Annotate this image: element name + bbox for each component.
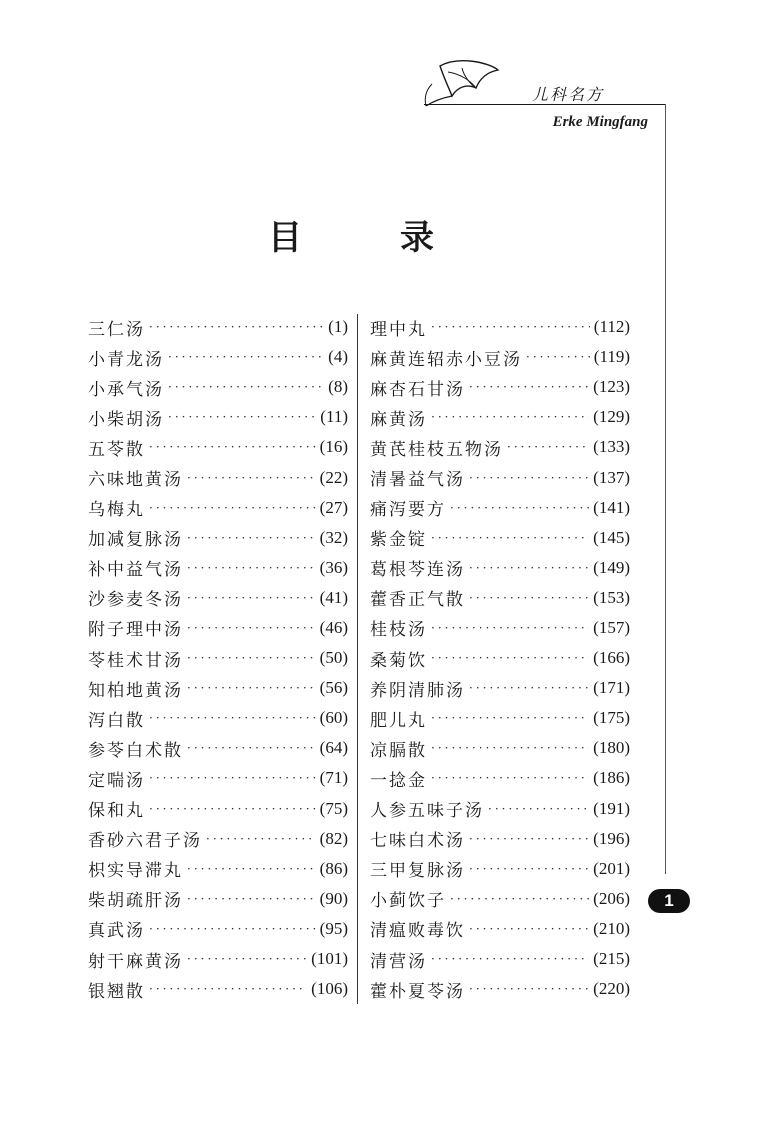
toc-entry[interactable] bbox=[88, 523, 348, 553]
dot-leader bbox=[149, 440, 316, 454]
dot-leader bbox=[488, 802, 589, 816]
toc-entry-page: (137) bbox=[593, 467, 630, 487]
toc-entry[interactable] bbox=[370, 854, 630, 884]
toc-entry[interactable] bbox=[88, 703, 348, 733]
toc-entry-name: 理中丸 bbox=[370, 319, 427, 340]
toc-entry[interactable] bbox=[88, 974, 348, 1004]
dot-leader bbox=[431, 531, 589, 545]
toc-entry[interactable] bbox=[370, 733, 630, 763]
toc-entry-name: 射干麻黄汤 bbox=[88, 951, 183, 972]
toc-entry-page: (27) bbox=[319, 497, 348, 517]
toc-entry[interactable] bbox=[88, 402, 348, 432]
dot-leader bbox=[469, 591, 589, 605]
toc-entry-name: 补中益气汤 bbox=[88, 560, 183, 581]
toc-entry-name: 紫金锭 bbox=[370, 530, 427, 551]
toc-entry[interactable] bbox=[370, 372, 630, 402]
toc-entry-name: 柴胡疏肝汤 bbox=[88, 891, 183, 912]
dot-leader bbox=[187, 892, 316, 906]
dot-leader bbox=[206, 832, 316, 846]
toc-entry-page: (220) bbox=[593, 979, 630, 999]
toc-entry-page: (16) bbox=[319, 437, 348, 457]
toc-entry[interactable] bbox=[88, 613, 348, 643]
toc-entry-name: 知柏地黄汤 bbox=[88, 680, 183, 701]
toc-entry[interactable] bbox=[370, 432, 630, 462]
toc-entry-name: 枳实导滞丸 bbox=[88, 861, 183, 882]
toc-entry-name: 七味白术汤 bbox=[370, 831, 465, 852]
toc-entry-name: 麻杏石甘汤 bbox=[370, 379, 465, 400]
toc-entry[interactable] bbox=[88, 342, 348, 372]
dot-leader bbox=[507, 440, 589, 454]
toc-entry[interactable] bbox=[370, 583, 630, 613]
toc-entry[interactable] bbox=[370, 944, 630, 974]
toc-entry-page: (60) bbox=[319, 708, 348, 728]
toc-entry-name: 小蓟饮子 bbox=[370, 891, 446, 912]
toc-entry-page: (71) bbox=[319, 768, 348, 788]
dot-leader bbox=[526, 350, 590, 364]
toc-column-right bbox=[370, 312, 630, 1004]
toc-entry-page: (210) bbox=[593, 918, 630, 938]
dot-leader bbox=[469, 561, 589, 575]
toc-column-left bbox=[88, 312, 348, 1004]
toc-entry[interactable] bbox=[370, 613, 630, 643]
toc-entry-name: 肥儿丸 bbox=[370, 710, 427, 731]
dot-leader bbox=[149, 771, 316, 785]
page-title-char-2: 录 bbox=[400, 218, 434, 258]
toc-entry-page: (36) bbox=[319, 557, 348, 577]
toc-entry-page: (1) bbox=[328, 317, 348, 337]
dot-leader bbox=[149, 802, 316, 816]
toc-entry-name: 桑菊饮 bbox=[370, 650, 427, 671]
toc-entry[interactable] bbox=[370, 643, 630, 673]
toc-entry[interactable] bbox=[370, 342, 630, 372]
toc-entry-page: (175) bbox=[593, 708, 630, 728]
toc-entry-page: (95) bbox=[319, 918, 348, 938]
toc-entry-page: (50) bbox=[319, 648, 348, 668]
dot-leader bbox=[187, 621, 316, 635]
toc-entry-page: (46) bbox=[319, 617, 348, 637]
toc-entry-name: 一捻金 bbox=[370, 770, 427, 791]
toc-entry-page: (153) bbox=[593, 587, 630, 607]
dot-leader bbox=[469, 471, 589, 485]
toc-entry[interactable] bbox=[88, 312, 348, 342]
toc-entry-name: 黄芪桂枝五物汤 bbox=[370, 439, 503, 460]
dot-leader bbox=[469, 380, 589, 394]
dot-leader bbox=[469, 982, 589, 996]
toc-entry[interactable] bbox=[370, 553, 630, 583]
toc-entry-page: (82) bbox=[319, 828, 348, 848]
toc-entry-page: (149) bbox=[593, 557, 630, 577]
toc-entry-name: 人参五味子汤 bbox=[370, 801, 484, 822]
toc-entry[interactable] bbox=[370, 402, 630, 432]
dot-leader bbox=[469, 922, 589, 936]
toc-entry-name: 保和丸 bbox=[88, 801, 145, 822]
toc-entry-name: 泻白散 bbox=[88, 710, 145, 731]
toc-entry-name: 葛根芩连汤 bbox=[370, 560, 465, 581]
toc-entry-page: (186) bbox=[593, 768, 630, 788]
dot-leader bbox=[469, 681, 589, 695]
toc-entry[interactable] bbox=[88, 493, 348, 523]
toc-entry[interactable] bbox=[370, 703, 630, 733]
dot-leader bbox=[149, 711, 316, 725]
header-title-cn: 儿科名方 bbox=[532, 85, 605, 104]
column-divider bbox=[357, 314, 358, 1004]
dot-leader bbox=[187, 651, 316, 665]
toc-entry-page: (123) bbox=[593, 377, 630, 397]
header-rule bbox=[424, 104, 666, 105]
toc-entry[interactable] bbox=[88, 583, 348, 613]
toc-entry[interactable] bbox=[370, 673, 630, 703]
dot-leader bbox=[431, 771, 589, 785]
toc-entry-page: (141) bbox=[593, 497, 630, 517]
toc-entry-page: (180) bbox=[593, 738, 630, 758]
toc-entry-page: (196) bbox=[593, 828, 630, 848]
toc-entry[interactable] bbox=[370, 763, 630, 793]
toc-entry-name: 小承气汤 bbox=[88, 379, 164, 400]
toc-entry[interactable] bbox=[88, 673, 348, 703]
toc-entry-page: (133) bbox=[593, 437, 630, 457]
toc-entry[interactable] bbox=[370, 493, 630, 523]
toc-entry-page: (75) bbox=[319, 798, 348, 818]
dot-leader bbox=[187, 561, 316, 575]
toc-entry-page: (64) bbox=[319, 738, 348, 758]
toc-entry-name: 五苓散 bbox=[88, 439, 145, 460]
dot-leader bbox=[187, 741, 316, 755]
toc-entry[interactable] bbox=[88, 643, 348, 673]
toc-entry-name: 痛泻要方 bbox=[370, 500, 446, 521]
dot-leader bbox=[431, 621, 589, 635]
dot-leader bbox=[187, 531, 316, 545]
toc-entry-page: (119) bbox=[593, 347, 630, 367]
toc-entry-name: 小柴胡汤 bbox=[88, 409, 164, 430]
toc-entry-page: (191) bbox=[593, 798, 630, 818]
toc-entry[interactable] bbox=[88, 794, 348, 824]
toc-entry[interactable] bbox=[88, 944, 348, 974]
toc-entry-name: 三甲复脉汤 bbox=[370, 861, 465, 882]
dot-leader bbox=[431, 651, 589, 665]
page-title bbox=[0, 210, 763, 260]
toc-entry[interactable] bbox=[370, 312, 630, 342]
toc-entry-name: 附子理中汤 bbox=[88, 620, 183, 641]
dot-leader bbox=[149, 501, 316, 515]
dot-leader bbox=[168, 350, 324, 364]
toc-entry[interactable] bbox=[88, 884, 348, 914]
dot-leader bbox=[469, 862, 589, 876]
dot-leader bbox=[450, 892, 589, 906]
toc-entry-page: (56) bbox=[319, 678, 348, 698]
toc-entry-page: (101) bbox=[311, 949, 348, 969]
toc-entry[interactable] bbox=[88, 553, 348, 583]
dot-leader bbox=[450, 501, 589, 515]
toc-entry[interactable] bbox=[88, 462, 348, 492]
toc-entry-page: (157) bbox=[593, 617, 630, 637]
dot-leader bbox=[431, 741, 589, 755]
toc-entry[interactable] bbox=[88, 733, 348, 763]
toc-entry-name: 六味地黄汤 bbox=[88, 470, 183, 491]
toc-entry-page: (171) bbox=[593, 678, 630, 698]
dot-leader bbox=[431, 952, 589, 966]
toc-entry-name: 藿香正气散 bbox=[370, 590, 465, 611]
toc-entry[interactable] bbox=[88, 372, 348, 402]
toc-entry[interactable] bbox=[88, 432, 348, 462]
toc-entry-page: (11) bbox=[320, 407, 348, 427]
toc-entry[interactable] bbox=[88, 854, 348, 884]
toc-entry[interactable] bbox=[370, 794, 630, 824]
dot-leader bbox=[168, 410, 316, 424]
toc-entry-name: 凉膈散 bbox=[370, 740, 427, 761]
toc-entry[interactable] bbox=[370, 523, 630, 553]
dot-leader bbox=[187, 681, 316, 695]
toc-entry-name: 麻黄汤 bbox=[370, 409, 427, 430]
toc-entry[interactable] bbox=[370, 974, 630, 1004]
dot-leader bbox=[187, 952, 307, 966]
toc-entry-name: 银翘散 bbox=[88, 981, 145, 1002]
toc-entry-name: 藿朴夏苓汤 bbox=[370, 981, 465, 1002]
dot-leader bbox=[187, 591, 316, 605]
leaf-icon bbox=[418, 58, 508, 108]
dot-leader bbox=[431, 711, 589, 725]
toc-entry-name: 定喘汤 bbox=[88, 770, 145, 791]
dot-leader bbox=[469, 832, 589, 846]
toc-entry-name: 小青龙汤 bbox=[88, 349, 164, 370]
toc-entry-page: (112) bbox=[593, 317, 630, 337]
toc-entry[interactable] bbox=[88, 914, 348, 944]
toc-entry-name: 养阴清肺汤 bbox=[370, 680, 465, 701]
toc-entry-name: 桂枝汤 bbox=[370, 620, 427, 641]
toc-entry-page: (145) bbox=[593, 527, 630, 547]
toc-entry-name: 加减复脉汤 bbox=[88, 530, 183, 551]
dot-leader bbox=[149, 320, 324, 334]
dot-leader bbox=[187, 471, 316, 485]
toc-entry-page: (86) bbox=[319, 858, 348, 878]
toc-entry[interactable] bbox=[370, 914, 630, 944]
running-header bbox=[418, 58, 668, 138]
toc-entry-page: (22) bbox=[319, 467, 348, 487]
toc-entry-page: (4) bbox=[328, 347, 348, 367]
toc-entry-name: 苓桂术甘汤 bbox=[88, 650, 183, 671]
toc-entry[interactable] bbox=[370, 462, 630, 492]
toc-entry-page: (215) bbox=[593, 949, 630, 969]
dot-leader bbox=[168, 380, 324, 394]
toc-entry-name: 乌梅丸 bbox=[88, 500, 145, 521]
dot-leader bbox=[431, 410, 589, 424]
toc-entry-name: 清瘟败毒饮 bbox=[370, 921, 465, 942]
toc-entry-name: 沙参麦冬汤 bbox=[88, 590, 183, 611]
dot-leader bbox=[149, 982, 307, 996]
toc-entry-name: 香砂六君子汤 bbox=[88, 831, 202, 852]
toc-entry-name: 三仁汤 bbox=[88, 319, 145, 340]
toc-entry-page: (106) bbox=[311, 979, 348, 999]
toc-entry[interactable] bbox=[88, 824, 348, 854]
toc-entry-page: (32) bbox=[319, 527, 348, 547]
toc-entry-name: 麻黄连轺赤小豆汤 bbox=[370, 349, 522, 370]
page-number-badge: 1 bbox=[648, 889, 690, 913]
toc-entry-name: 参苓白术散 bbox=[88, 740, 183, 761]
toc-entry-page: (166) bbox=[593, 648, 630, 668]
dot-leader bbox=[149, 922, 316, 936]
toc-entry-name: 真武汤 bbox=[88, 921, 145, 942]
toc-entry-page: (41) bbox=[319, 587, 348, 607]
toc-entry[interactable] bbox=[88, 763, 348, 793]
toc-entry-page: (8) bbox=[328, 377, 348, 397]
toc-entry-name: 清营汤 bbox=[370, 951, 427, 972]
header-title-en: Erke Mingfang bbox=[552, 114, 648, 130]
toc-entry-name: 清暑益气汤 bbox=[370, 470, 465, 491]
dot-leader bbox=[431, 320, 590, 334]
toc-entry-page: (129) bbox=[593, 407, 630, 427]
dot-leader bbox=[187, 862, 316, 876]
toc-entry[interactable] bbox=[370, 884, 630, 914]
toc-entry[interactable] bbox=[370, 824, 630, 854]
toc-entry-page: (206) bbox=[593, 888, 630, 908]
toc-entry-page: (201) bbox=[593, 858, 630, 878]
page-title-char-1: 目 bbox=[268, 218, 302, 258]
toc-entry-page: (90) bbox=[319, 888, 348, 908]
